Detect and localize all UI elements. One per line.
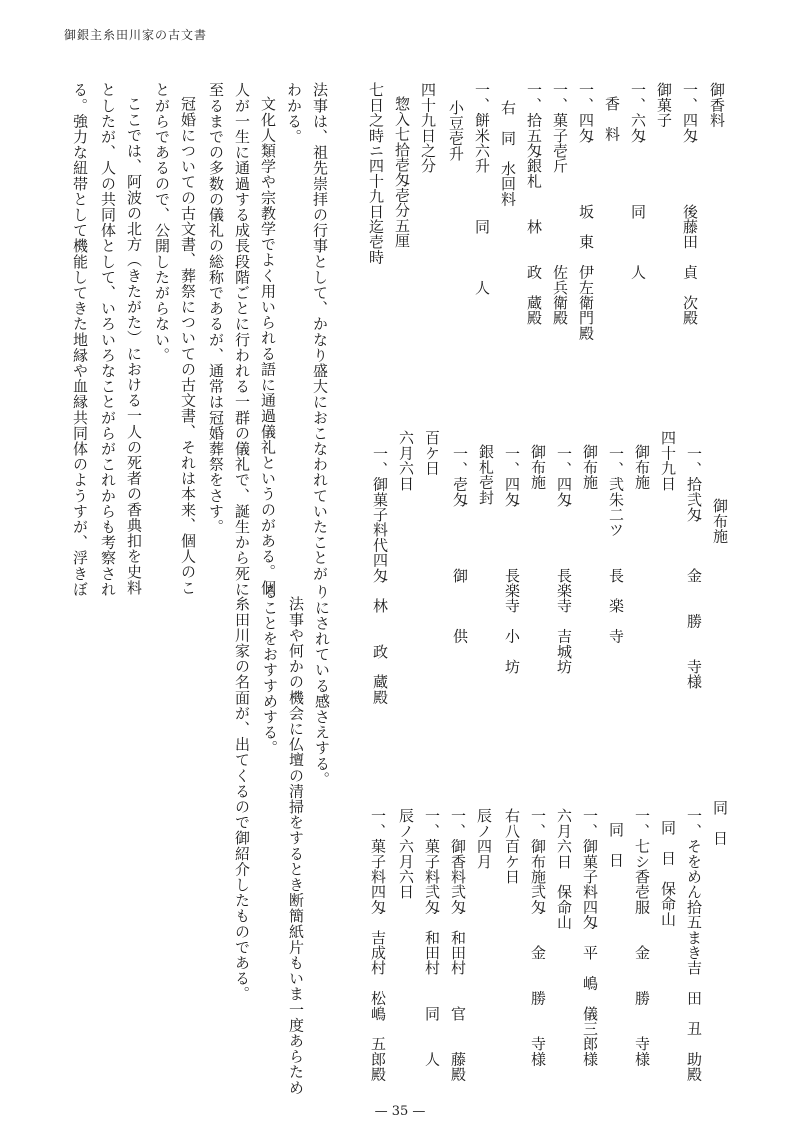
text-column: 辰ノ四月 — [475, 808, 493, 869]
text-column: 一、そをめん拾五まき吉 田 丑 助殿 — [685, 808, 703, 1082]
text-column: 百ケ日 — [423, 430, 441, 476]
text-column: 一、壱匁 御 供 — [451, 446, 469, 644]
text-column: 一、拾弐匁 金 勝 寺様 — [685, 446, 703, 690]
text-column: 六月六日 — [397, 430, 415, 491]
page-number: — 35 — — [374, 1104, 426, 1119]
text-column: 一、拾五匁銀札 林 政 蔵殿 — [525, 82, 543, 326]
text-column: ここでは、阿波の北方（きたがた）における一人の死者の香典扣を史料 — [125, 96, 143, 596]
text-column: 一、御香料弐匁 和田村 官 藤殿 — [449, 808, 467, 1082]
text-column: 至るまでの多数の儀礼の総称であるが、通常は冠婚葬祭をさす。 — [207, 82, 225, 535]
text-column: 一、四匁 長楽寺 小 坊 — [503, 446, 521, 674]
text-column: 一、四匁 坂 東 伊左衛門殿 — [577, 82, 595, 341]
text-column: 一、菓子料弐匁 和田村 同 人 — [423, 808, 441, 1067]
text-column: 同 日 保命山 — [659, 820, 677, 927]
text-column: 右八百ケ日 — [503, 808, 521, 884]
text-column: 七日之時ニ四十九日迄壱時 — [367, 82, 385, 265]
text-column: ることをおすすめする。 — [261, 584, 279, 756]
text-column: 一、弐朱二ツ 長 楽 寺 — [607, 446, 625, 644]
text-column: 一、御布施弐匁 金 勝 寺様 — [529, 808, 547, 1067]
text-column: 冠婚についての古文書、葬祭についての古文書、それは本来、個人のこ — [179, 96, 197, 596]
text-column: 一、菓子料四匁 吉成村 松嶋 五郎殿 — [369, 808, 387, 1082]
text-column: 御香料 — [708, 82, 726, 128]
text-column: 小豆壱升 — [447, 100, 465, 161]
text-column: 同 日 — [711, 800, 729, 846]
text-column: 一、御菓子料四匁 平 嶋 儀三郎様 — [581, 808, 599, 1067]
text-column: わかる。 — [285, 82, 303, 145]
text-column: 惣入七拾壱匁壱分五厘 — [393, 96, 411, 248]
text-column: 香 料 — [603, 96, 621, 142]
text-column: 法事は、祖先崇拝の行事として、かなり盛大におこなわれていたことが — [311, 82, 329, 582]
text-column: 御布施 — [633, 444, 651, 490]
text-column: 御布施 — [711, 498, 729, 544]
text-column: 御布施 — [581, 444, 599, 490]
text-column: 一、餅米六升 同 人 — [473, 82, 491, 295]
text-column: 一、六匁 同 人 — [629, 82, 647, 280]
text-column: 一、七シ香壱服 金 勝 寺様 — [633, 808, 651, 1067]
text-column: 辰ノ六月六日 — [397, 808, 415, 900]
text-column: 同 日 — [607, 822, 625, 868]
text-column: 一、四匁 長楽寺 吉城坊 — [555, 446, 573, 674]
text-column: 四十九日 — [659, 430, 677, 491]
text-column: 銀札壱封 — [477, 444, 495, 505]
text-column: る。強力な紐帯として機能してきた地縁や血縁共同体のようすが、浮きぼ — [71, 82, 89, 597]
text-column: 文化人類学や宗教学でよく用いられる語に通過儀礼というのがある。個 — [259, 96, 277, 596]
text-column: 一、四匁 後藤田 貞 次殿 — [681, 82, 699, 326]
text-column: 糸田川家の名面が、出てくるので御紹介したものである。 — [233, 596, 251, 1002]
text-column: 法事や何かの機会に仏壇の清掃をするとき断簡紙片もいま一度あらため — [287, 596, 305, 1096]
text-column: 一、菓子壱斤 佐兵衛殿 — [551, 82, 569, 326]
running-header: 御銀主糸田川家の古文書 — [64, 28, 208, 42]
text-column: 一、御菓子料代四匁 林 政 蔵殿 — [371, 446, 389, 705]
text-column: 右 同 水回料 — [499, 100, 517, 207]
text-column: りにされている感さえする。 — [313, 584, 331, 787]
text-column: 御菓子 — [655, 82, 673, 128]
text-column: 御布施 — [529, 444, 547, 490]
text-column: としたが、人の共同体として、いろいろなことがらがこれからも考察され — [99, 82, 117, 597]
text-column: 六月六日 保命山 — [555, 808, 573, 930]
text-column: 人が一生に通過する成長段階ごとに行われる一群の儀礼で、誕生から死に — [233, 82, 251, 597]
text-column: 四十九日之分 — [419, 82, 437, 174]
text-column: とがらであるので、公開したがらない。 — [153, 82, 171, 363]
